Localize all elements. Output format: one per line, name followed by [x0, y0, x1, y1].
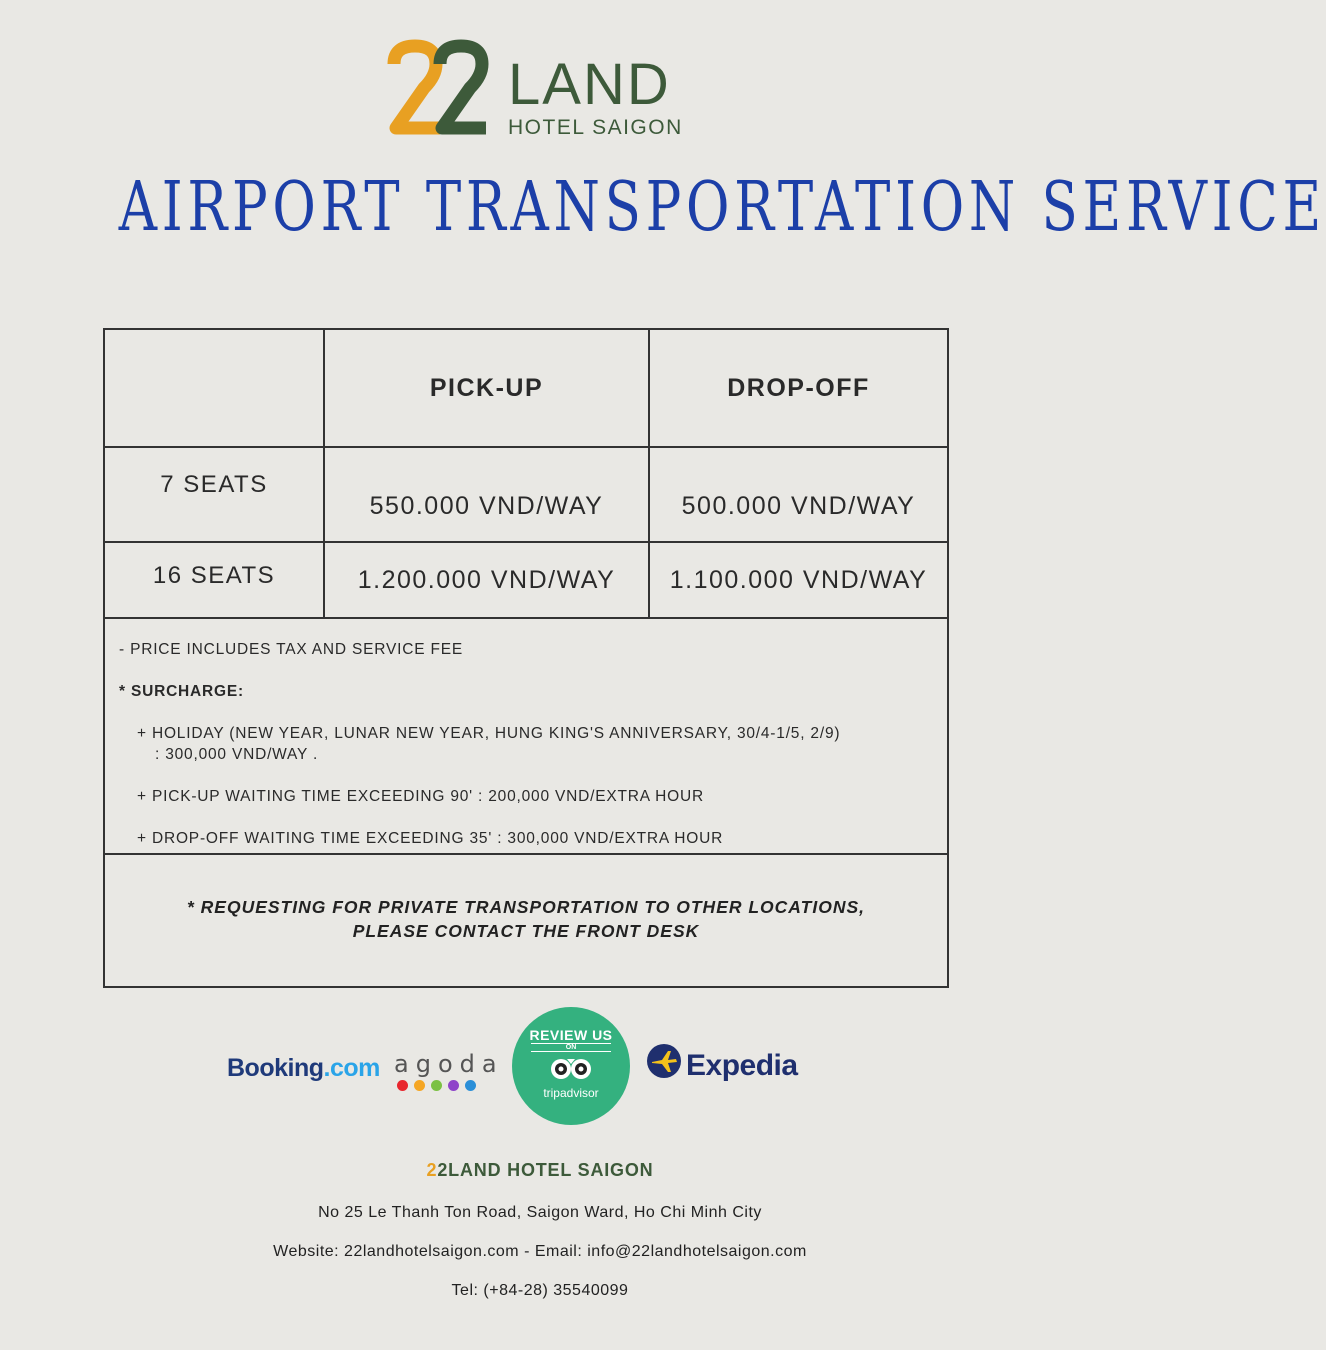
page-title: AIRPORT TRANSPORTATION SERVICE	[118, 168, 1326, 247]
row-16-seats-dropoff: 1.100.000 VND/WAY	[648, 541, 949, 619]
agoda-logo[interactable]	[394, 1050, 504, 1091]
booking-domain: .com	[323, 1054, 380, 1082]
footer-address: No 25 Le Thanh Ton Road, Saigon Ward, Ho Chi Minh City	[318, 1204, 762, 1221]
contact-line-2: PLEASE CONTACT THE FRONT DESK	[352, 921, 700, 941]
surcharge-title: * SURCHARGE:	[119, 683, 244, 700]
booking-logo[interactable]	[227, 1054, 380, 1083]
holiday-surcharge-price: : 300,000 VND/WAY .	[155, 746, 319, 763]
private-transport-note	[103, 853, 949, 988]
row-16-seats-label: 16 SEATS	[103, 541, 325, 619]
row-7-seats-label: 7 SEATS	[103, 446, 325, 543]
footer-telephone[interactable]: Tel: (+84-28) 35540099	[451, 1282, 629, 1299]
agoda-dots	[394, 1080, 494, 1091]
footer-website-email[interactable]: Website: 22landhotelsaigon.com - Email: info@22landhotelsaigon.com	[273, 1243, 807, 1260]
header-dropoff: DROP-OFF	[648, 328, 949, 448]
expedia-plane-icon	[646, 1043, 682, 1079]
row-7-seats-pickup: 550.000 VND/WAY	[323, 446, 650, 543]
dropoff-waiting-surcharge: + DROP-OFF WAITING TIME EXCEEDING 35' : 300,000 VND/EXTRA HOUR	[137, 830, 724, 847]
booking-word: Booking	[227, 1054, 324, 1082]
pickup-waiting-surcharge: + PICK-UP WAITING TIME EXCEEDING 90' : 200,000 VND/EXTRA HOUR	[137, 788, 704, 805]
row-7-seats-dropoff: 500.000 VND/WAY	[648, 446, 949, 543]
tripadvisor-badge[interactable]	[512, 1007, 630, 1125]
tripadvisor-on-text: ON	[565, 1044, 577, 1051]
contact-line-1: * REQUESTING FOR PRIVATE TRANSPORTATION TO OTHER LOCATIONS,	[186, 897, 865, 917]
row-16-seats-pickup: 1.200.000 VND/WAY	[323, 541, 650, 619]
price-note: - PRICE INCLUDES TAX AND SERVICE FEE	[119, 641, 464, 658]
header-pickup: PICK-UP	[323, 328, 650, 448]
logo-word: LAND	[508, 52, 671, 117]
table-corner-cell	[103, 328, 325, 448]
tripadvisor-owl-icon	[547, 1055, 595, 1081]
agoda-word: agoda	[394, 1050, 504, 1078]
surcharge-notes	[103, 617, 949, 855]
expedia-word: Expedia	[686, 1049, 798, 1082]
holiday-surcharge: + HOLIDAY (NEW YEAR, LUNAR NEW YEAR, HUNG KING'S ANNIVERSARY, 30/4-1/5, 2/9)	[137, 725, 841, 742]
footer-hotel-name: 22LAND HOTEL SAIGON	[426, 1160, 654, 1180]
hotel-logo	[388, 42, 688, 138]
tripadvisor-review-text: REVIEW US	[529, 1027, 613, 1043]
logo-sub: HOTEL SAIGON	[508, 116, 683, 139]
tripadvisor-name: tripadvisor	[543, 1086, 599, 1100]
